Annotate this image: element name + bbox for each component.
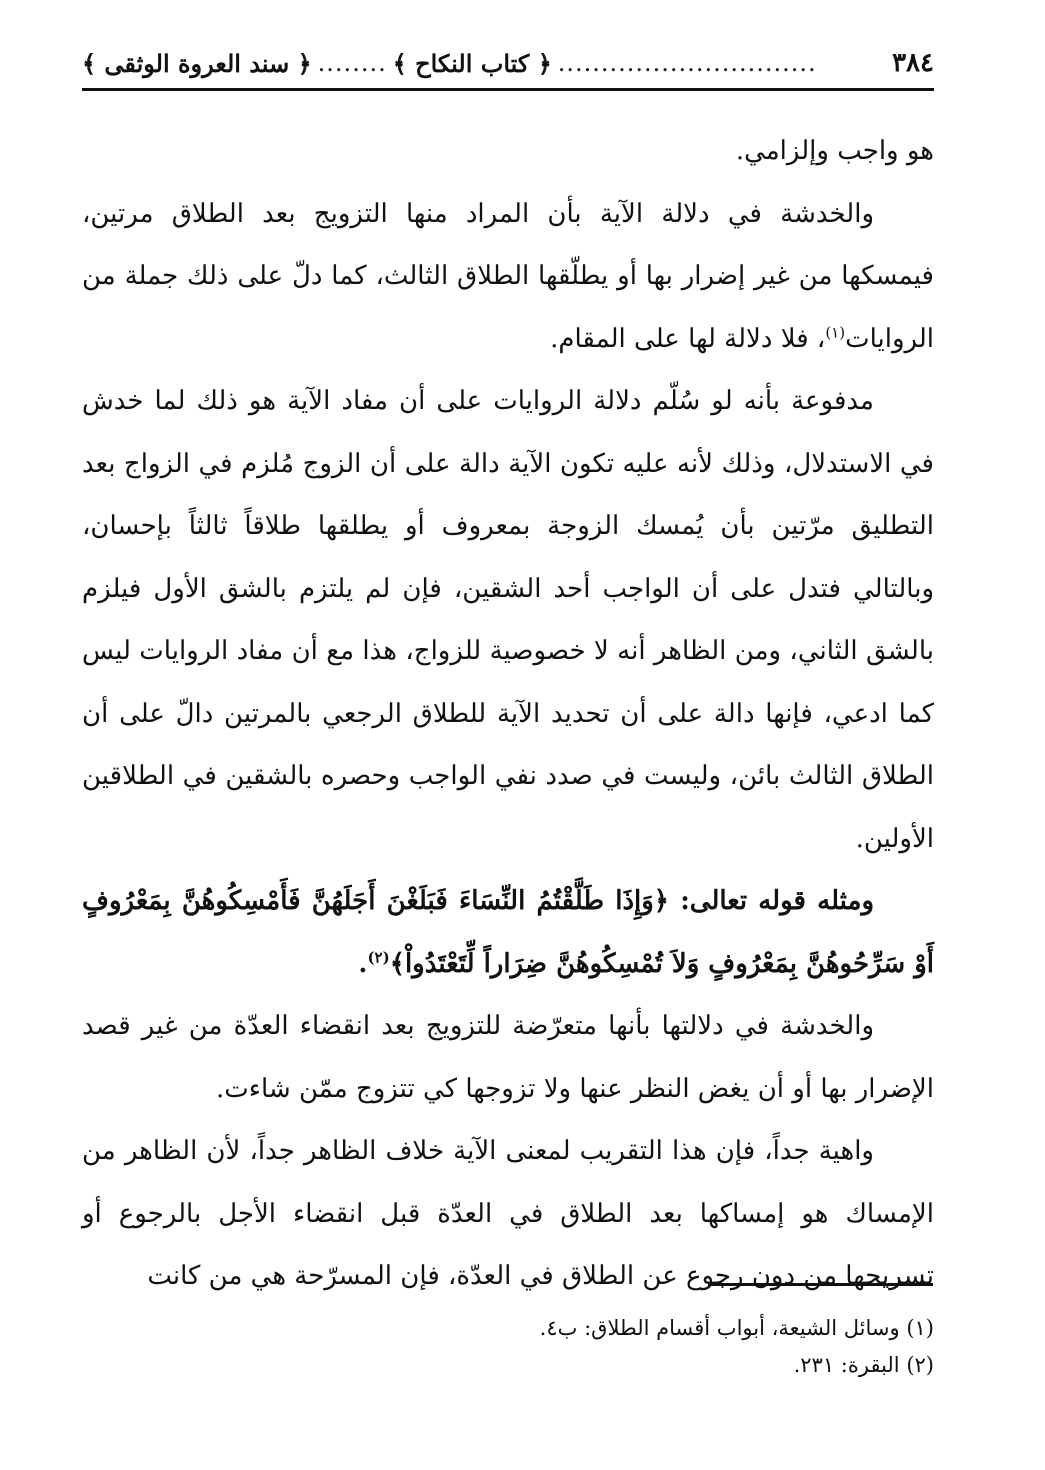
paragraph-5: والخدشة في دلالتها بأنها متعرّضة للتزويج بعد انقضاء العدّة من غير قصد الإضرار بها أو أن يغض النظر عنها ولا تزوجها كي تتزوج ممّن شاءت. bbox=[82, 1011, 934, 1104]
footnotes bbox=[82, 1310, 934, 1384]
paragraph-2-text: والخدشة في دلالة الآية بأن المراد منها التزويج بعد الطلاق مرتين، فيمسكها من غير إضرار بها أو يطلّقها الطلاق الثالث، كما دلّ على ذلك جملة من الروايات bbox=[82, 198, 934, 354]
page-number: ٣٨٤ bbox=[892, 48, 934, 78]
footnote-ref-1: (١) bbox=[825, 322, 846, 341]
paragraph-2 bbox=[82, 183, 934, 371]
paragraph-1: هو واجب وإلزامي. bbox=[735, 136, 934, 166]
leader-dots: .............................. bbox=[557, 49, 817, 77]
paragraph-quran-verse bbox=[82, 870, 934, 995]
body-text bbox=[82, 120, 934, 1308]
leader-dots-short: ........ bbox=[317, 49, 387, 77]
quran-verse-text: ومثله قوله تعالى: ﴿وَإِذَا طَلَّقْتُمُ النِّسَاءَ فَبَلَغْنَ أَجَلَهُنَّ فَأَمْسِكُوهُنَّ بِمَعْرُوفٍ أَوْ سَرِّحُوهُنَّ بِمَعْرُوفٍ وَلاَ تُمْسِكُوهُنَّ ضِرَاراً لِّتَعْتَدُواْ﴾ bbox=[82, 886, 934, 979]
running-header bbox=[82, 38, 934, 91]
book-section-title: ﴿ كتاب النكاح ﴾ bbox=[392, 48, 552, 78]
running-title bbox=[82, 49, 817, 78]
footnote-2: (٢) البقرة: ٢٣١. bbox=[793, 1353, 934, 1377]
paragraph-6: واهية جداً، فإن هذا التقريب لمعنى الآية خلاف الظاهر جداً، لأن الظاهر من الإمساك هو إمساكها بعد الطلاق في العدّة قبل انقضاء الأجل بالرجوع أو تسريحها من دون رجوع عن الطلاق في العدّة، فإن المسرّحة هي من كانت bbox=[82, 1136, 934, 1291]
paragraph-3: مدفوعة بأنه لو سُلّم دلالة الروايات على أن مفاد الآية هو ذلك لما خدش في الاستدلال، وذلك لأنه عليه تكون الآية دالة على أن الزوج مُلزم في الزواج بعد التطليق مرّتين بأن يُمسك الزوجة بمعروف أو يطلقها طلاقاً ثالثاً بإحسان، وبالتالي فتدل على أن الواجب أحد الشقين، فإن لم يلتزم بالشق الأول فيلزم بالشق الثاني، ومن الظاهر أنه لا خصوصية للزواج، هذا مع أن مفاد الروايات ليس كما ادعي، فإنها دالة على أن تحديد الآية للطلاق الرجعي بالمرتين دالّ على أن الطلاق الثالث بائن، وليست في صدد نفي الواجب وحصره بالشقين في الطلاقين الأولين. bbox=[82, 386, 934, 854]
footnote-divider bbox=[708, 1283, 933, 1286]
footnote-1: (١) وسائل الشيعة، أبواب أقسام الطلاق: ب٤. bbox=[539, 1316, 934, 1340]
paragraph-2-tail: ، فلا دلالة لها على المقام. bbox=[550, 323, 826, 354]
quran-verse-tail: . bbox=[358, 948, 368, 979]
book-title: ﴿ سند العروة الوثقى ﴾ bbox=[82, 48, 312, 78]
footnote-ref-2: (٢) bbox=[367, 947, 390, 966]
